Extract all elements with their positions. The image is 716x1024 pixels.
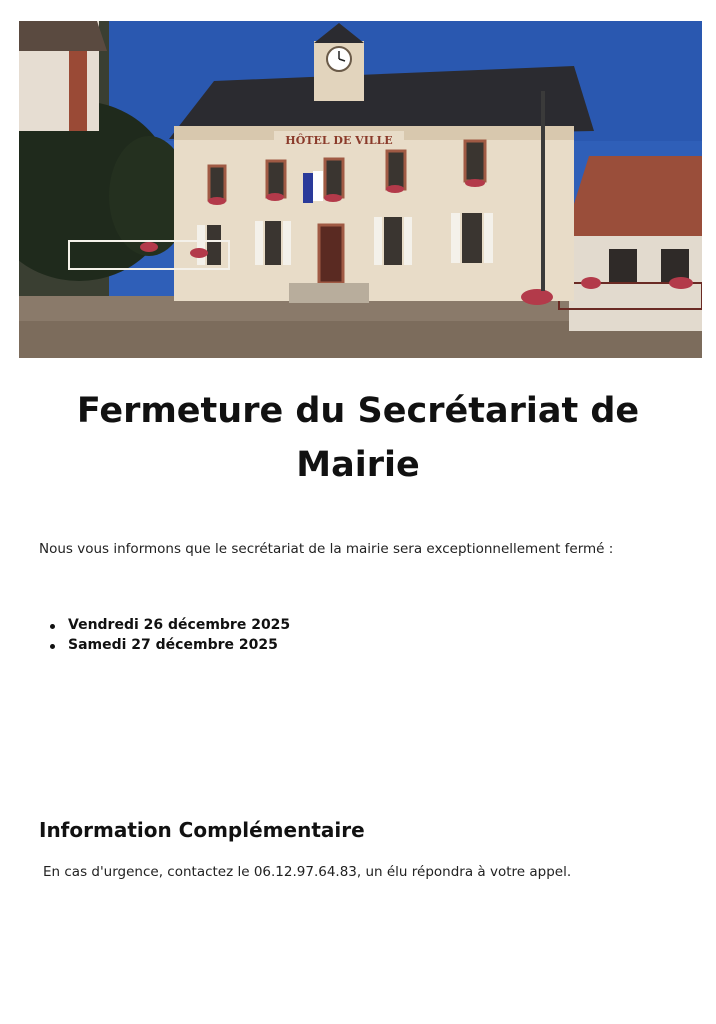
closure-date-text: Samedi 27 décembre 2025 (68, 637, 278, 653)
town-hall-illustration (19, 21, 702, 358)
info-heading: Information Complémentaire (39, 818, 365, 842)
closure-intro-text: Nous vous informons que le secrétariat de la mairie sera exceptionnellement fermé : (39, 541, 614, 557)
closure-dates-list (48, 615, 290, 655)
bullet-icon (50, 644, 55, 649)
info-text: En cas d'urgence, contactez le 06.12.97.64.83, un élu répondra à votre appel. (43, 864, 572, 880)
closure-date-item (48, 635, 290, 655)
page-title: Fermeture du Secrétariat de Mairie (76, 391, 640, 485)
town-hall-photo (19, 21, 702, 358)
closure-date-item (48, 615, 290, 635)
closure-date-text: Vendredi 26 décembre 2025 (68, 617, 291, 633)
town-hall-sign: HÔTEL DE VILLE (285, 134, 393, 147)
bullet-icon (50, 624, 55, 629)
